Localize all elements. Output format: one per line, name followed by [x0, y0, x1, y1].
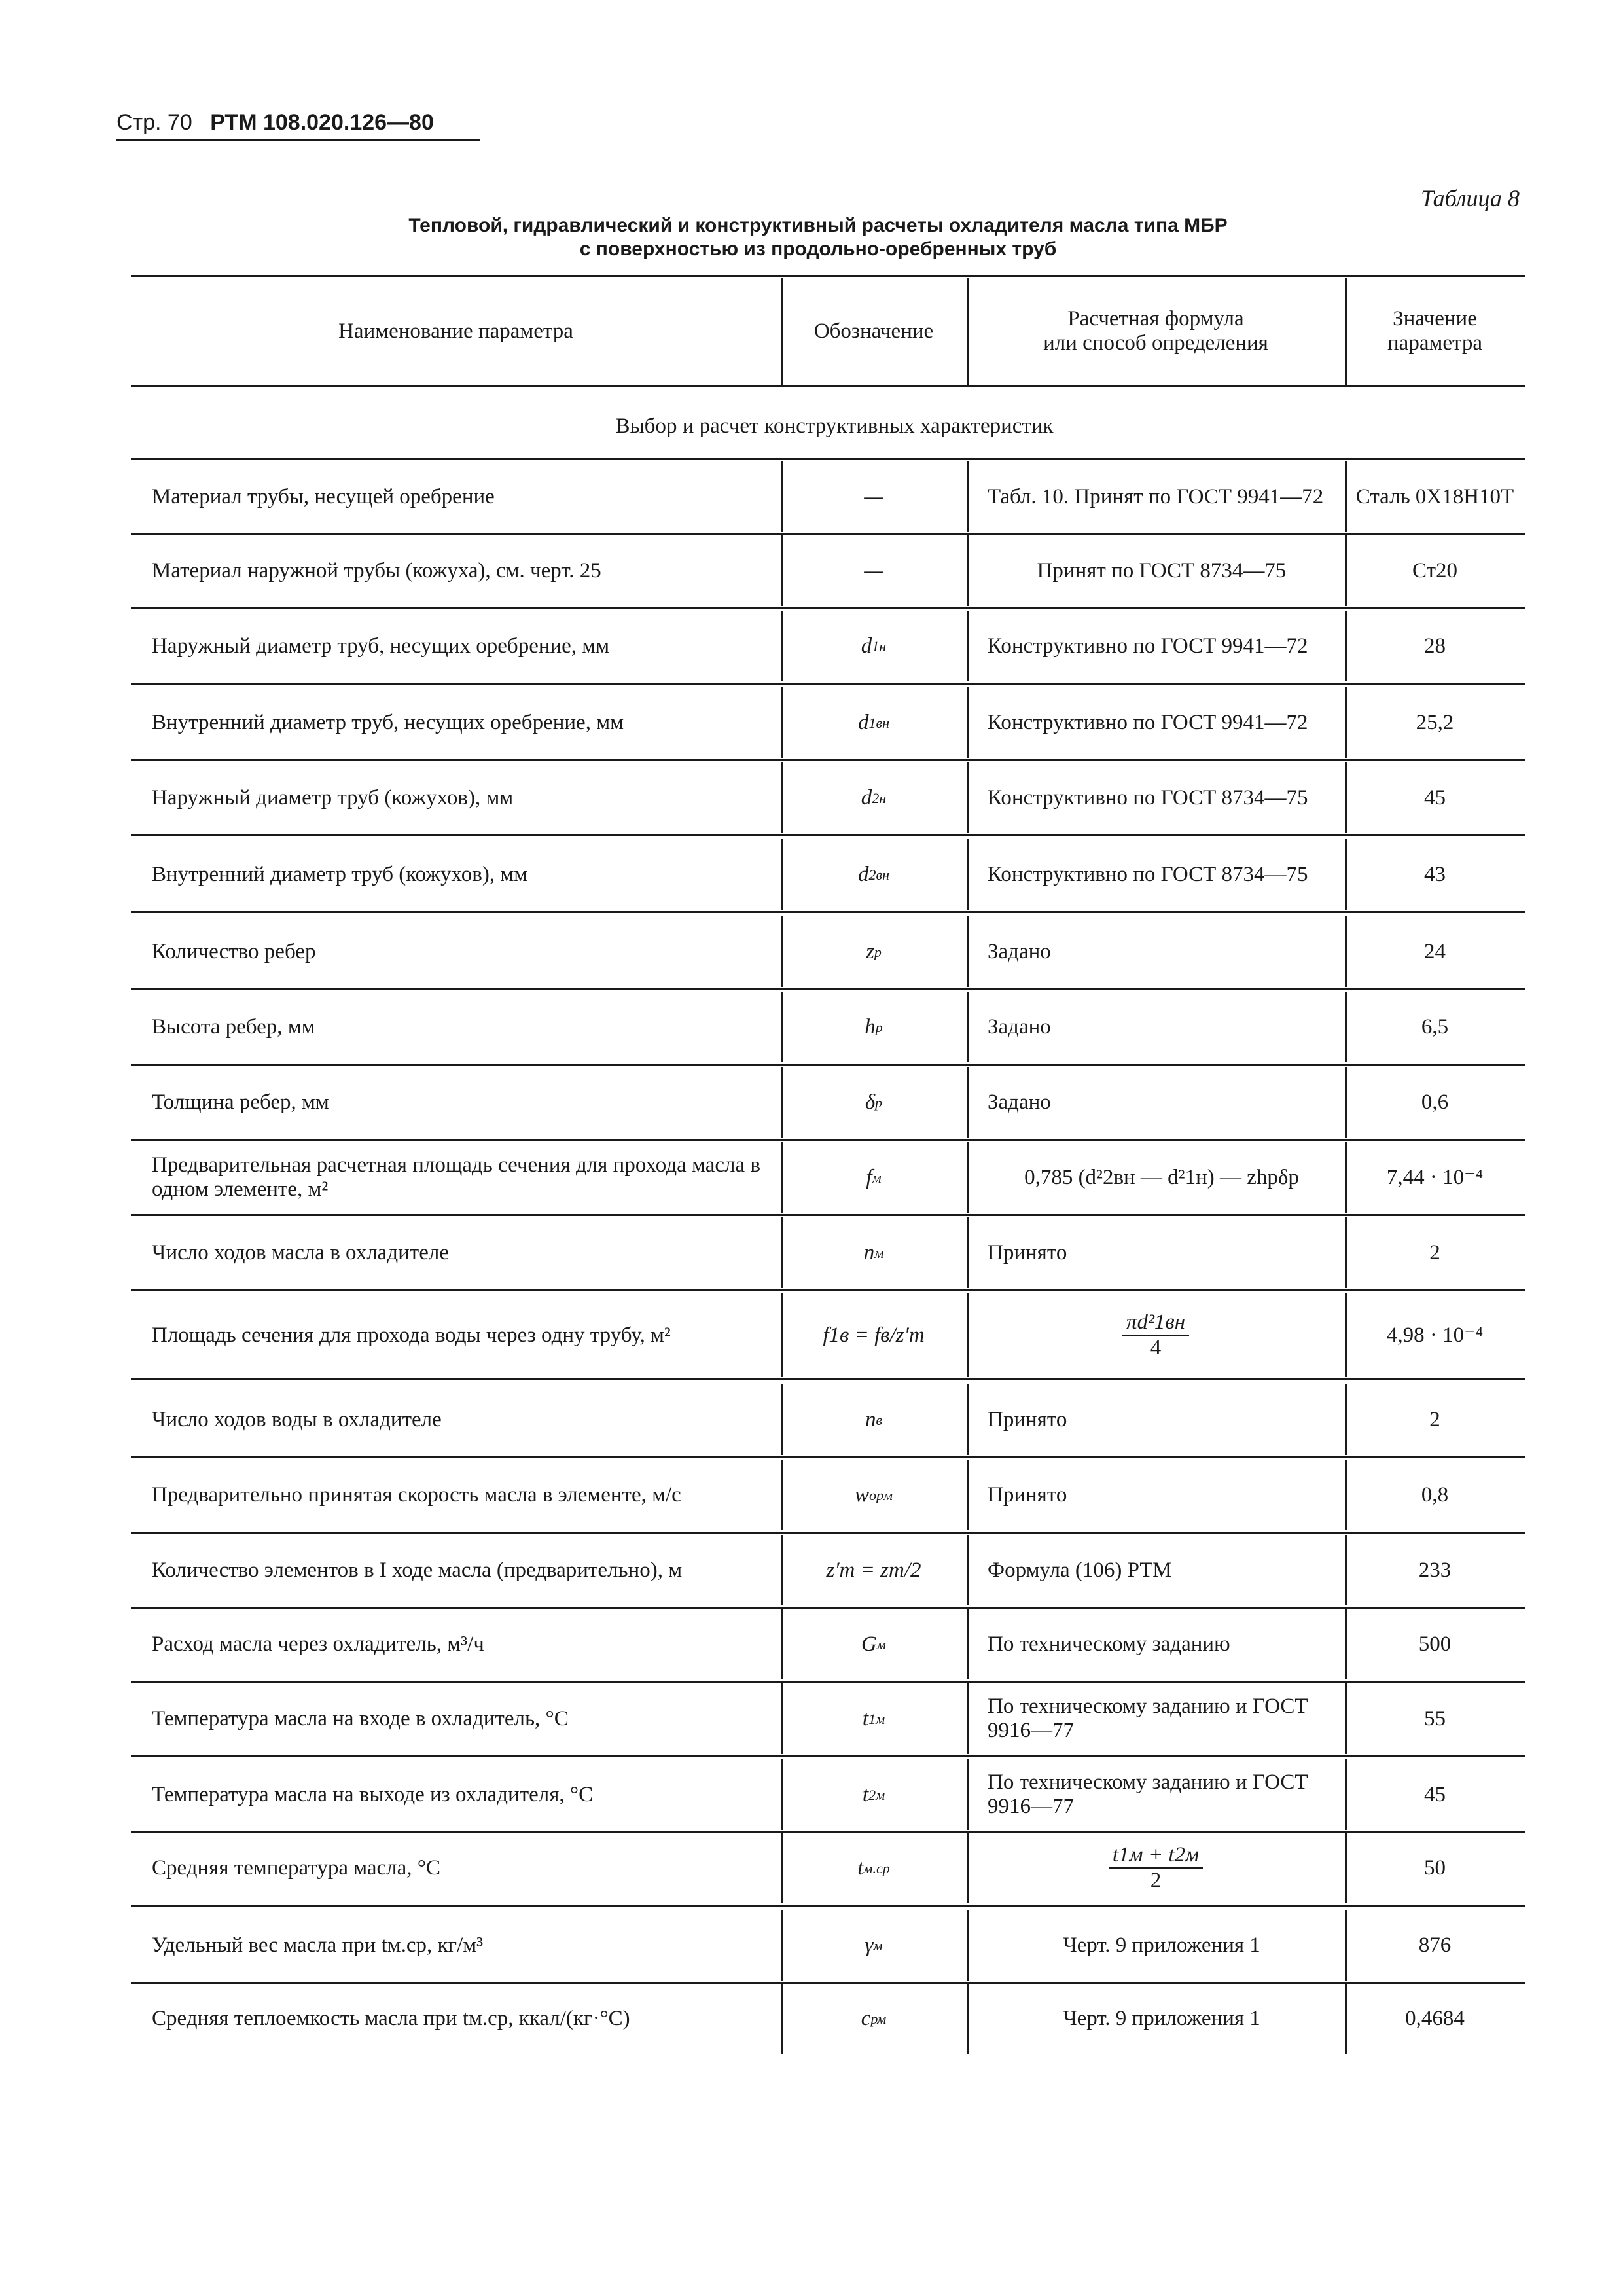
column-rule	[967, 611, 969, 681]
title-line-2: с поверхностью из продольно-оребренных труб	[579, 238, 1057, 260]
row-name: Наружный диаметр труб, несущих оребрение, мм	[152, 634, 610, 658]
header-text: параметра	[1387, 331, 1482, 355]
row-formula: Принято	[988, 1482, 1067, 1507]
row-formula: Конструктивно по ГОСТ 8734—75	[988, 862, 1308, 886]
table-rule	[131, 1064, 1525, 1066]
row-formula: Табл. 10. Принят по ГОСТ 9941—72	[988, 484, 1324, 509]
row-symbol: z′т = zт/2	[826, 1558, 921, 1582]
row-formula	[967, 1833, 1345, 1903]
table-rule	[131, 1139, 1525, 1141]
table-rule	[131, 834, 1525, 836]
row-symbol: n в	[865, 1407, 883, 1431]
row-name: Материал наружной трубы (кожуха), см. черт. 25	[152, 558, 601, 583]
col-formula-header	[967, 278, 1345, 385]
column-rule	[967, 1983, 969, 2054]
col-name-header	[131, 278, 781, 385]
row-formula: Задано	[988, 939, 1051, 963]
row-formula: По техническому заданию	[988, 1632, 1230, 1656]
row-symbol: d 1вн	[858, 710, 889, 734]
row-formula: По техническому заданию и ГОСТ 9916—77	[988, 1695, 1308, 1742]
row-name: Удельный вес масла при tм.ср, кг/м³	[152, 1933, 484, 1957]
table-rule	[131, 385, 1525, 387]
table-rule	[131, 988, 1525, 990]
row-formula: Формула (106) РТМ	[988, 1558, 1172, 1582]
row-name: Площадь сечения для прохода воды через одну трубу, м²	[152, 1323, 671, 1347]
row-symbol: w ор м	[854, 1482, 893, 1507]
row-symbol: c рм	[861, 2006, 887, 2030]
column-rule	[967, 1910, 969, 1981]
table-rule	[131, 1214, 1525, 1216]
row-value: 233	[1418, 1558, 1452, 1582]
table-label: Таблица 8	[1420, 185, 1520, 211]
row-value: 6,5	[1421, 1014, 1449, 1039]
row-formula: Задано	[988, 1014, 1051, 1039]
row-symbol: t 1м	[862, 1706, 885, 1731]
formula-fraction	[1109, 1843, 1203, 1893]
column-rule	[967, 762, 969, 833]
row-value: 43	[1424, 862, 1446, 886]
row-value: 0,6	[1421, 1090, 1449, 1114]
row-name: Внутренний диаметр труб (кожухов), мм	[152, 862, 528, 886]
page-header	[116, 110, 434, 135]
row-formula: Принято	[988, 1240, 1067, 1265]
row-value: 55	[1424, 1706, 1446, 1731]
row-name: Материал трубы, несущей оребрение	[152, 484, 495, 509]
table-rule	[131, 911, 1525, 913]
table-rule	[131, 275, 1525, 277]
row-formula: 0,785 (d²2вн — d²1н) — zhрδр	[1024, 1165, 1299, 1189]
column-rule	[967, 1384, 969, 1455]
header-text: или способ определения	[1043, 331, 1268, 355]
fraction-denominator: 2	[1150, 1869, 1162, 1892]
row-name: Число ходов масла в охладителе	[152, 1240, 449, 1265]
row-symbol: d 2вн	[858, 862, 889, 886]
table-rule	[131, 683, 1525, 685]
column-rule	[967, 1535, 969, 1605]
table-title	[131, 214, 1505, 261]
header-text: Обозначение	[813, 319, 934, 343]
row-symbol: t м.ср	[857, 1856, 890, 1880]
column-rule	[967, 1609, 969, 1679]
row-value: 876	[1418, 1933, 1452, 1957]
col-symbol-header	[781, 278, 967, 385]
document-code: РТМ 108.020.126—80	[210, 110, 434, 135]
row-name: Толщина ребер, мм	[152, 1090, 329, 1114]
row-symbol: δ р	[865, 1090, 883, 1114]
row-formula: По техническому заданию и ГОСТ 9916—77	[988, 1770, 1308, 1818]
table-rule	[131, 607, 1525, 609]
row-name: Количество элементов в I ходе масла (предварительно), м	[152, 1558, 683, 1582]
header-text: Расчетная формула	[1067, 307, 1244, 331]
row-symbol: n м	[863, 1240, 884, 1265]
column-rule	[967, 992, 969, 1062]
table-rule	[131, 1378, 1525, 1380]
row-value: 25,2	[1416, 710, 1454, 734]
row-value: 45	[1424, 1782, 1446, 1806]
column-rule	[967, 687, 969, 758]
row-formula: Принят по ГОСТ 8734—75	[1037, 558, 1287, 583]
row-formula: Конструктивно по ГОСТ 9941—72	[988, 710, 1308, 734]
row-name: Средняя теплоемкость масла при tм.ср, ккал/(кг·°С)	[152, 2006, 630, 2030]
row-name: Температура масла на выходе из охладителя, °С	[152, 1782, 594, 1806]
row-value: 4,98 · 10⁻⁴	[1386, 1323, 1484, 1347]
section-heading: Выбор и расчет конструктивных характеристик	[615, 414, 1054, 438]
column-rule	[967, 1142, 969, 1213]
page-number: Стр. 70	[116, 110, 192, 135]
formula-fraction	[1122, 1310, 1189, 1360]
column-rule	[967, 839, 969, 910]
row-symbol: t 2м	[862, 1782, 885, 1806]
table-rule	[131, 1456, 1525, 1458]
row-value: Ст20	[1412, 558, 1457, 583]
column-rule	[967, 461, 969, 532]
row-symbol: —	[864, 484, 883, 509]
column-rule	[967, 916, 969, 987]
row-name: Число ходов воды в охладителе	[152, 1407, 442, 1431]
column-rule	[967, 535, 969, 606]
row-name: Предварительная расчетная площадь сечения для прохода масла в одном элементе, м²	[152, 1153, 760, 1201]
row-name: Высота ребер, мм	[152, 1014, 315, 1039]
row-value: 0,8	[1421, 1482, 1449, 1507]
column-rule	[967, 1067, 969, 1138]
row-value: 2	[1429, 1240, 1440, 1265]
row-formula: Задано	[988, 1090, 1051, 1114]
row-name: Наружный диаметр труб (кожухов), мм	[152, 785, 514, 810]
row-symbol: d 1н	[861, 634, 887, 658]
row-name: Количество ребер	[152, 939, 316, 963]
row-symbol: h р	[865, 1014, 883, 1039]
column-rule	[967, 1683, 969, 1754]
row-value: 50	[1424, 1856, 1446, 1880]
row-symbol: f м	[866, 1165, 882, 1189]
row-value: 24	[1424, 939, 1446, 963]
title-line-1: Тепловой, гидравлический и конструктивный расчеты охладителя масла типа МБР	[408, 215, 1228, 236]
row-name: Расход масла через охладитель, м³/ч	[152, 1632, 484, 1656]
row-formula: Черт. 9 приложения 1	[1063, 1933, 1260, 1957]
row-name: Внутренний диаметр труб, несущих оребрение, мм	[152, 710, 624, 734]
fraction-numerator: t1м + t2м	[1109, 1843, 1203, 1869]
column-rule	[967, 1217, 969, 1288]
row-symbol: —	[864, 558, 883, 583]
row-symbol: z р	[866, 939, 882, 963]
table-rule	[131, 1755, 1525, 1757]
row-symbol: γ м	[865, 1933, 883, 1957]
row-name: Предварительно принятая скорость масла в элементе, м/с	[152, 1482, 681, 1507]
fraction-denominator: 4	[1150, 1336, 1162, 1359]
row-name: Средняя температура масла, °С	[152, 1856, 440, 1880]
row-value: 28	[1424, 634, 1446, 658]
row-symbol: d 2н	[861, 785, 887, 810]
row-symbol: f1в = fв/z′т	[823, 1323, 925, 1347]
table-rule	[131, 1905, 1525, 1907]
row-value: 500	[1418, 1632, 1452, 1656]
fraction-numerator: πd²1вн	[1122, 1310, 1189, 1336]
row-value: 45	[1424, 785, 1446, 810]
column-rule	[967, 1759, 969, 1830]
row-formula	[967, 1293, 1345, 1377]
col-value-header	[1345, 278, 1525, 385]
row-value: 0,4684	[1405, 2006, 1465, 2030]
row-formula: Конструктивно по ГОСТ 9941—72	[988, 634, 1308, 658]
column-rule	[967, 1460, 969, 1530]
row-formula: Черт. 9 приложения 1	[1063, 2006, 1260, 2030]
table-rule	[131, 1681, 1525, 1683]
table-rule	[131, 1289, 1525, 1291]
row-value: 2	[1429, 1407, 1440, 1431]
table-rule	[131, 759, 1525, 761]
row-name: Температура масла на входе в охладитель, °С	[152, 1706, 569, 1731]
row-value: Сталь 0Х18Н10Т	[1355, 484, 1514, 509]
header-rule	[116, 139, 480, 141]
row-formula: Принято	[988, 1407, 1067, 1431]
row-symbol: G м	[861, 1632, 886, 1656]
header-text: Наименование параметра	[338, 319, 573, 343]
row-value: 7,44 · 10⁻⁴	[1386, 1165, 1484, 1189]
row-formula: Конструктивно по ГОСТ 8734—75	[988, 785, 1308, 810]
table-rule	[131, 458, 1525, 460]
header-text: Значение	[1393, 307, 1477, 331]
table-rule	[131, 1532, 1525, 1534]
